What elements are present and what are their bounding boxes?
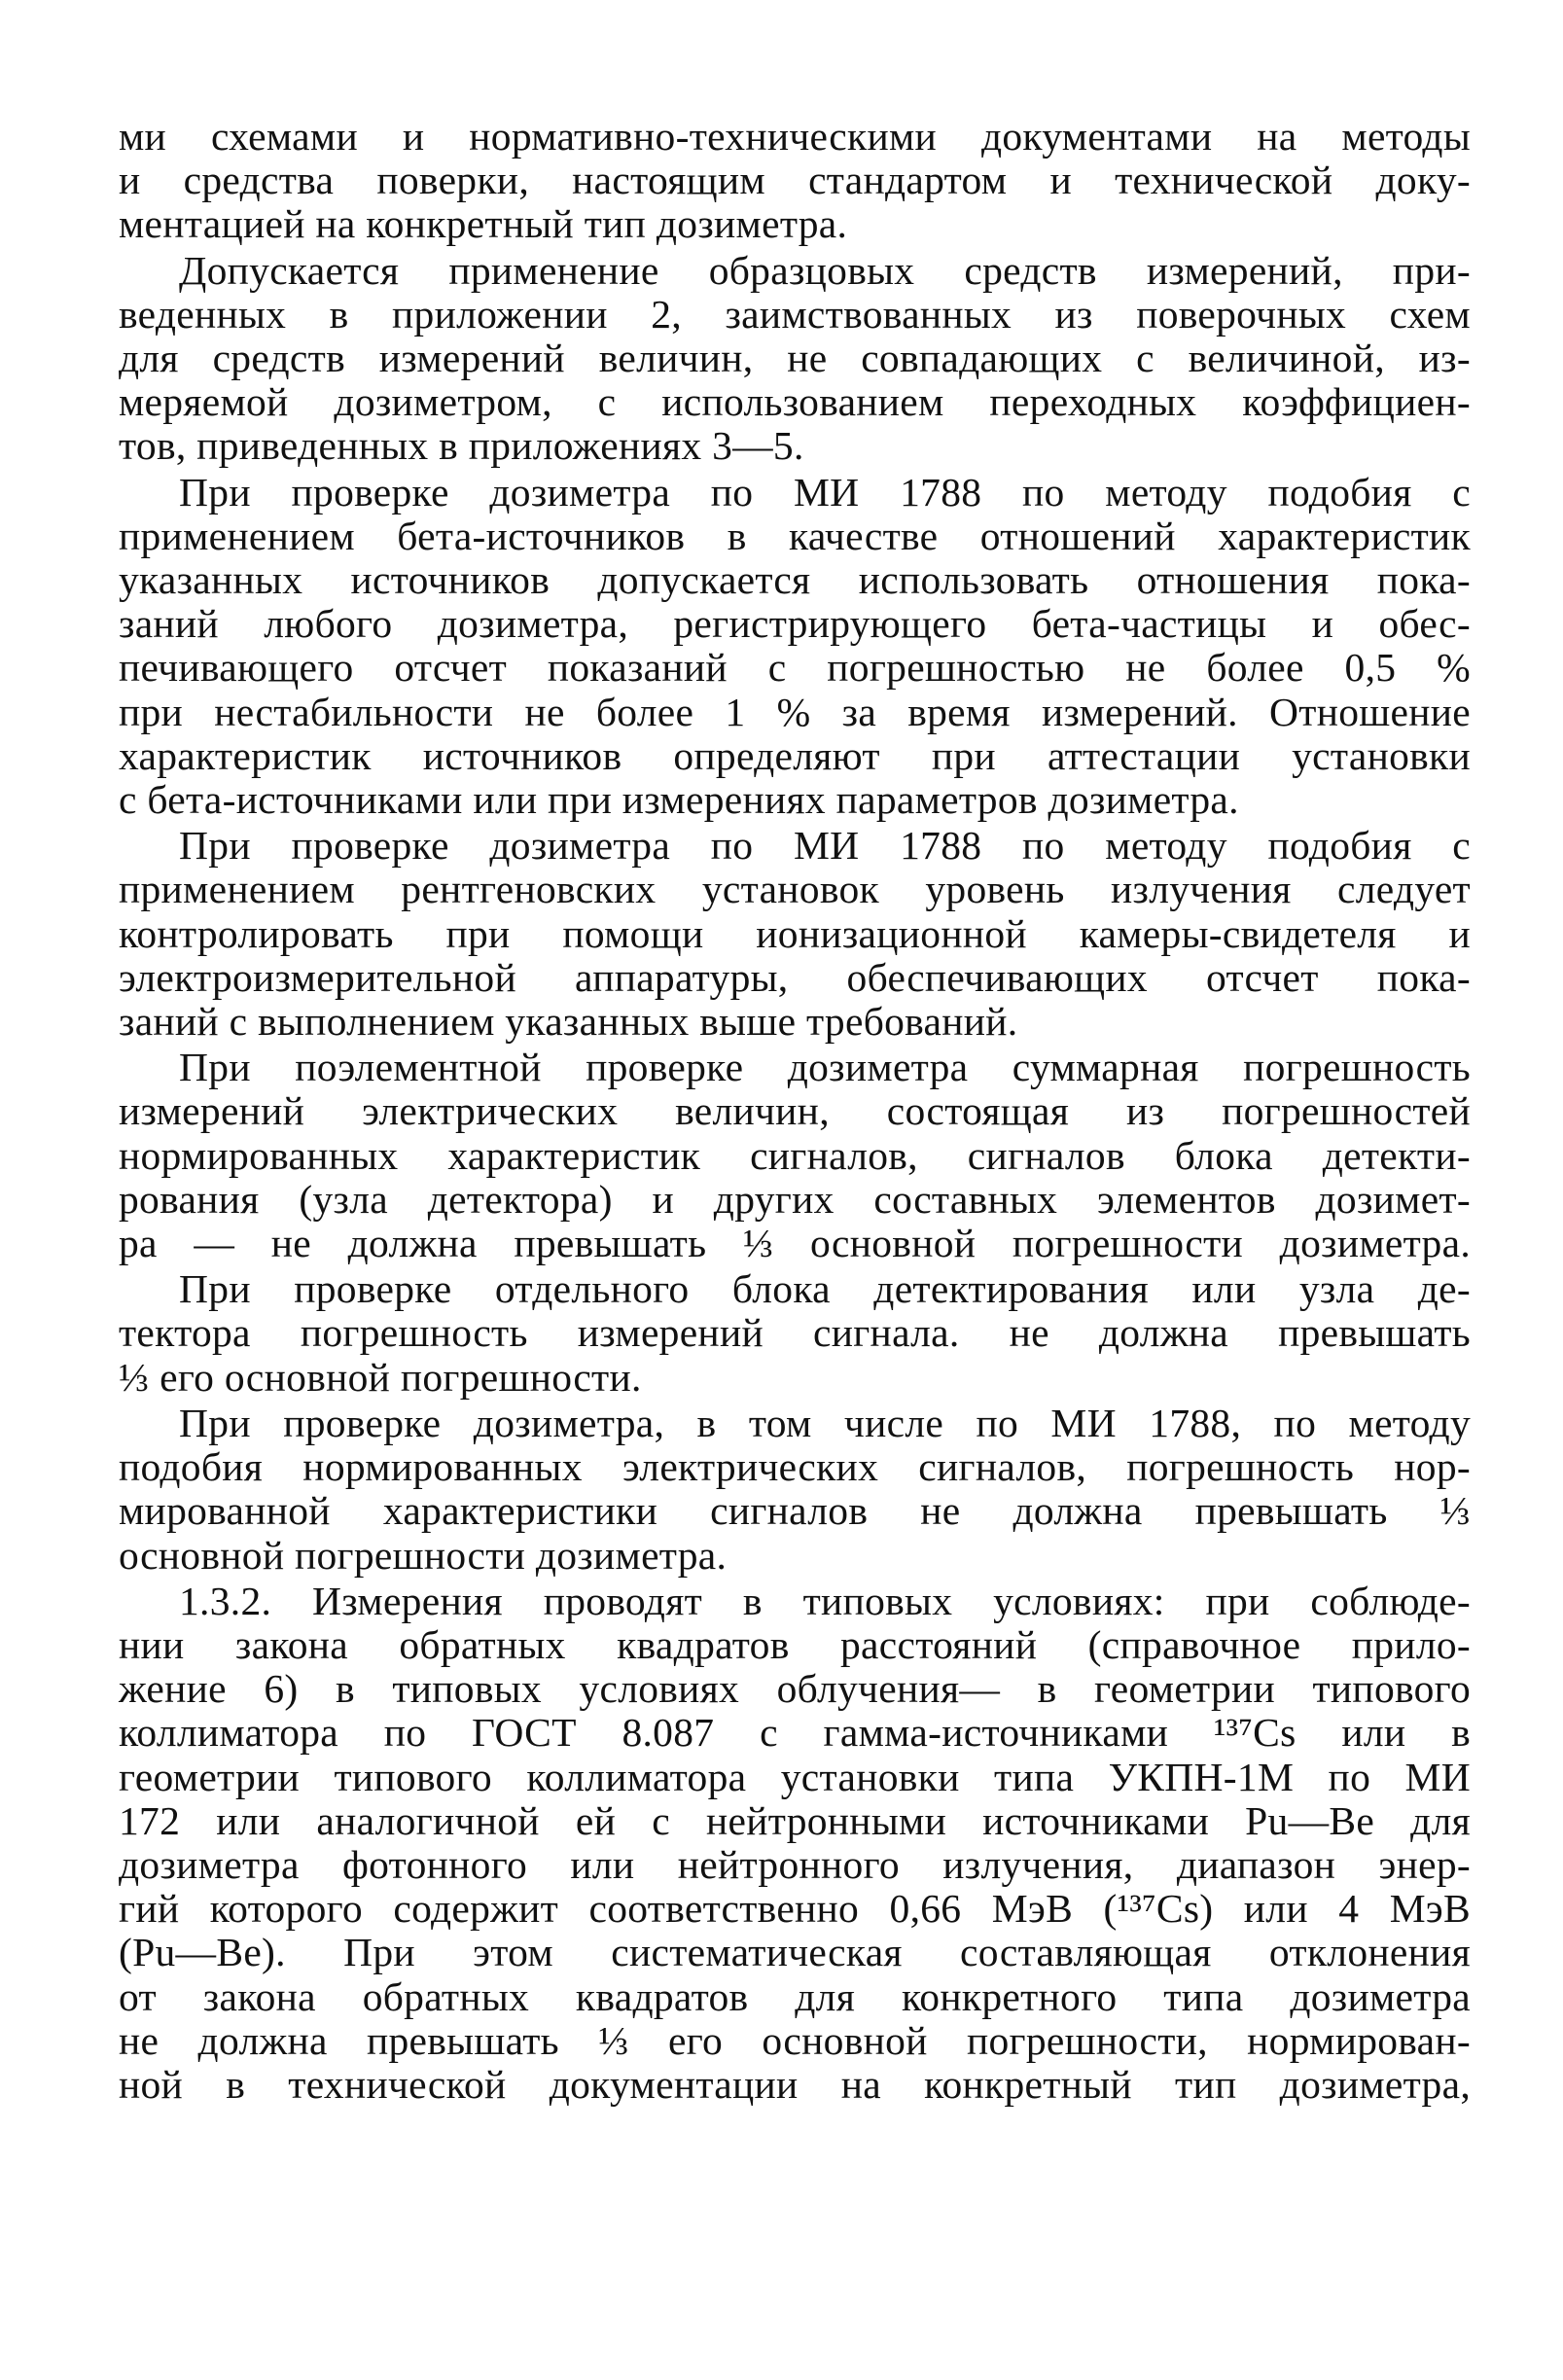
text-line: от закона обратных квадратов для конкретного типа дозиметра bbox=[119, 1973, 1471, 2019]
body-text bbox=[119, 115, 1471, 2109]
text-line: При проверке дозиметра, в том числе по МИ 1788, по методу bbox=[179, 1400, 1471, 1445]
text-line: основной погрешности дозиметра. bbox=[119, 1532, 728, 1578]
text-line: электроизмерительной аппаратуры, обеспечивающих отсчет пока- bbox=[119, 954, 1471, 1000]
text-line: мированной характеристики сигналов не должна превышать ⅓ bbox=[119, 1488, 1471, 1534]
text-line: печивающего отсчет показаний с погрешностью не более 0,5 % bbox=[119, 645, 1471, 691]
text-line: коллиматора по ГОСТ 8.087 с гамма-источниками ¹³⁷Cs или в bbox=[119, 1710, 1471, 1756]
text-line: ми схемами и нормативно-техническими документами на методы bbox=[119, 114, 1471, 159]
text-line: ной в технической документации на конкретный тип дозиметра, bbox=[119, 2061, 1471, 2107]
paragraph-3 bbox=[119, 471, 1471, 823]
text-line: не должна превышать ⅓ его основной погрешности, нормирован- bbox=[119, 2017, 1471, 2063]
text-line: ⅓ его основной погрешности. bbox=[119, 1354, 642, 1400]
text-line: При поэлементной проверке дозиметра суммарная погрешность bbox=[179, 1045, 1471, 1090]
text-line: указанных источников допускается использовать отношения пока- bbox=[119, 557, 1471, 603]
text-line: ментацией на конкретный тип дозиметра. bbox=[119, 201, 848, 247]
paragraph-1 bbox=[119, 115, 1471, 247]
paragraph-8 bbox=[119, 1580, 1471, 2107]
paragraph-6 bbox=[119, 1267, 1471, 1400]
text-line: Допускается применение образцовых средств измерений, при- bbox=[179, 247, 1471, 293]
text-line: При проверке дозиметра по МИ 1788 по методу подобия с bbox=[179, 469, 1471, 515]
text-line: подобия нормированных электрических сигналов, погрешность нор- bbox=[119, 1444, 1471, 1490]
text-line: меряемой дозиметром, с использованием переходных коэффициен- bbox=[119, 379, 1471, 425]
text-line: При проверке дозиметра по МИ 1788 по методу подобия с bbox=[179, 823, 1471, 869]
text-line: дозиметра фотонного или нейтронного излучения, диапазон энер- bbox=[119, 1841, 1471, 1887]
text-line: геометрии типового коллиматора установки типа УКПН-1М по МИ bbox=[119, 1754, 1471, 1799]
text-line: 1.3.2. Измерения проводят в типовых условиях: при соблюде- bbox=[179, 1578, 1471, 1623]
paragraph-7 bbox=[119, 1402, 1471, 1578]
text-line: для средств измерений величин, не совпадающих с величиной, из- bbox=[119, 336, 1471, 381]
text-line: заний с выполнением указанных выше требований. bbox=[119, 999, 1018, 1045]
paragraph-5 bbox=[119, 1046, 1471, 1265]
text-line: характеристик источников определяют при аттестации установки bbox=[119, 732, 1471, 778]
text-line: нормированных характеристик сигналов, сигналов блока детекти- bbox=[119, 1132, 1471, 1178]
text-line: рования (узла детектора) и других составных элементов дозимет- bbox=[119, 1176, 1471, 1222]
text-line: применением бета-источников в качестве отношений характеристик bbox=[119, 513, 1471, 558]
text-line: тектора погрешность измерений сигнала. не должна превышать bbox=[119, 1310, 1471, 1356]
text-line: (Pu—Be). При этом систематическая составляющая отклонения bbox=[119, 1930, 1471, 1975]
paragraph-2 bbox=[119, 249, 1471, 469]
text-line: нии закона обратных квадратов расстояний (справочное прило- bbox=[119, 1621, 1471, 1667]
text-line: контролировать при помощи ионизационной камеры-свидетеля и bbox=[119, 910, 1471, 956]
text-line: ра — не должна превышать ⅓ основной погрешности дозиметра. bbox=[119, 1221, 1471, 1266]
text-line: заний любого дозиметра, регистрирующего бета-частицы и обес- bbox=[119, 601, 1471, 647]
text-line: При проверке отдельного блока детектирования или узла де- bbox=[179, 1266, 1471, 1312]
text-line: при нестабильности не более 1 % за время измерений. Отношение bbox=[119, 689, 1471, 734]
text-line: применением рентгеновских установок уровень излучения следует bbox=[119, 867, 1471, 912]
text-line: 172 или аналогичной ей с нейтронными источниками Pu—Be для bbox=[119, 1797, 1471, 1843]
text-line: измерений электрических величин, состоящая из погрешностей bbox=[119, 1088, 1471, 1134]
paragraph-4 bbox=[119, 824, 1471, 1044]
text-line: тов, приведенных в приложениях 3—5. bbox=[119, 423, 804, 469]
text-line: жение 6) в типовых условиях облучения— в геометрии типового bbox=[119, 1666, 1471, 1712]
text-line: веденных в приложении 2, заимствованных из поверочных схем bbox=[119, 291, 1471, 337]
text-line: гий которого содержит соответственно 0,66 МэВ (¹³⁷Cs) или 4 МэВ bbox=[119, 1886, 1471, 1932]
text-line: с бета-источниками или при измерениях параметров дозиметра. bbox=[119, 777, 1239, 823]
text-line: и средства поверки, настоящим стандартом и технической доку- bbox=[119, 158, 1471, 203]
